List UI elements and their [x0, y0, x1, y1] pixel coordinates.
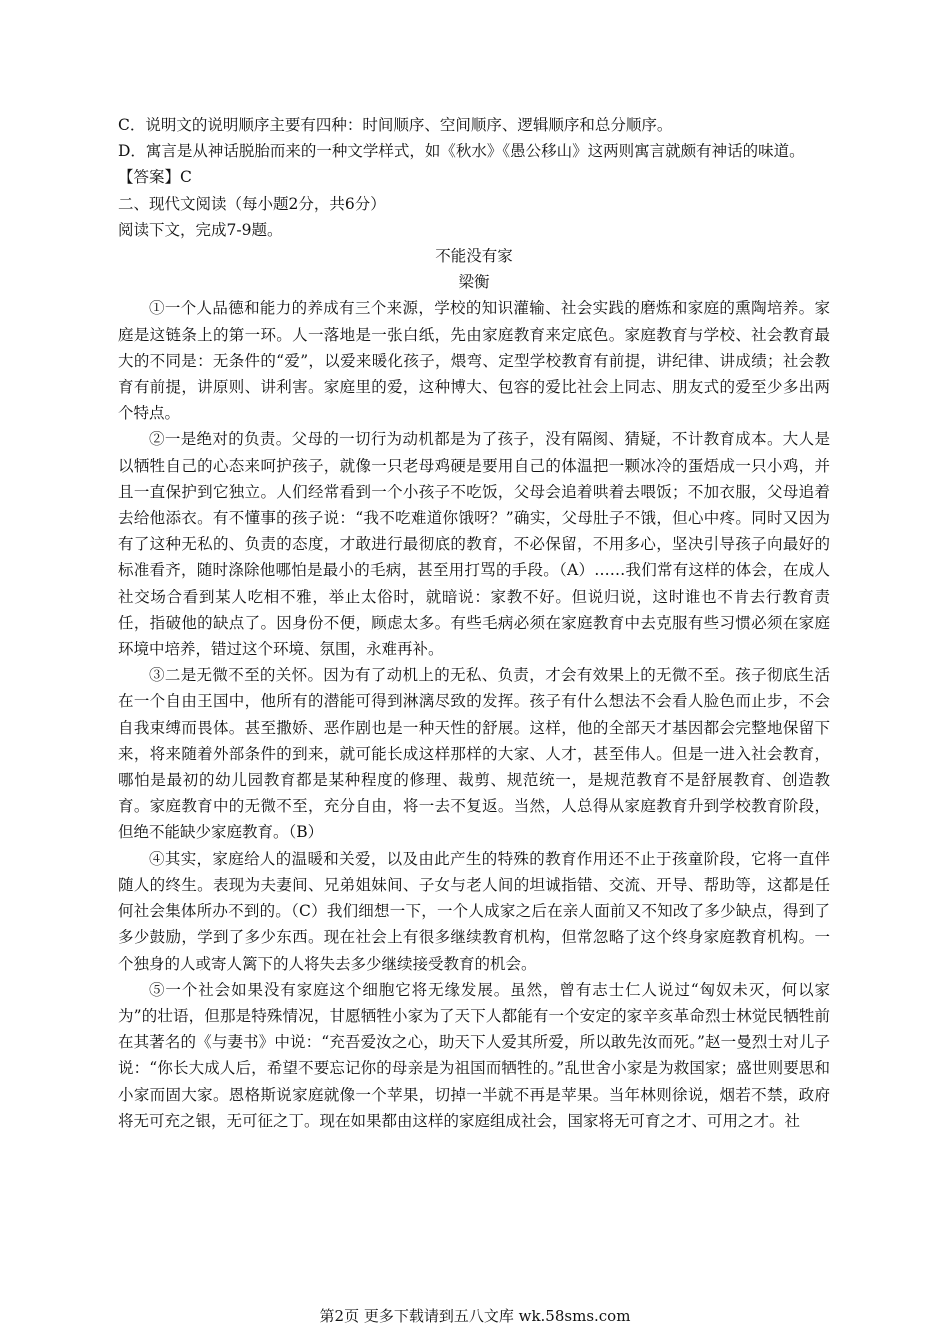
paragraph-5: ⑤一个社会如果没有家庭这个细胞它将无缘发展。虽然，曾有志士仁人说过“匈奴未灭，何以家为”的壮语，但那是特殊情况，甘愿牺牲小家为了天下人都能有一个安定的家辛亥革命烈士林觉民牺牲前在其著名的《与妻书》中说：“充吾爱汝之心，助天下人爱其所爱，所以敢先汝而死。”赵一曼烈士对儿子说：“你长大成人后，希望不要忘记你的母亲是为祖国而牺牲的。”乱世舍小家是为救国家；盛世则要思和小家而固大家。恩格斯说家庭就像一个苹果，切掉一半就不再是苹果。当年林则徐说，烟若不禁，政府将无可充之银，无可征之丁。现在如果都由这样的家庭组成社会，国家将无可育之才、可用之才。社 [118, 980, 830, 1130]
article-title: 不能没有家 [435, 247, 513, 266]
answer: 【答案】C [118, 168, 192, 187]
article-author: 梁衡 [458, 273, 490, 292]
page-footer: 第2页 更多下载请到五八文库 wk.58sms.com [319, 1307, 631, 1325]
document-page [118, 112, 830, 1134]
paragraph-3: ③二是无微不至的关怀。因为有了动机上的无私、负责，才会有效果上的无微不至。孩子彻底生活在一个自由王国中，他所有的潜能可得到淋漓尽致的发挥。孩子有什么想法不会看人脸色而止步，不会自我束缚而畏体。甚至撒娇、恶作剧也是一种天性的舒展。这样，他的全部天才基因都会完整地保留下来，将来随着外部条件的到来，就可能长成这样那样的大家、人才，甚至伟人。但是一进入社会教育，哪怕是最初的幼儿园教育都是某种程度的修理、裁剪、规范统一，是规范教育不是舒展教育、创造教育。家庭教育中的无微不至，充分自由，将一去不复返。当然，人总得从家庭教育升到学校教育阶段，但绝不能缺少家庭教育。（B） [118, 666, 830, 842]
paragraph-4: ④其实，家庭给人的温暖和关爱，以及由此产生的特殊的教育作用还不止于孩童阶段，它将一直伴随人的终生。表现为夫妻间、兄弟姐妹间、子女与老人间的坦诚指错、交流、开导、帮助等，这都是任何社会集体所办不到的。（C）我们细想一下，一个人成家之后在亲人面前又不知改了多少缺点，得到了多少鼓励，学到了多少东西。现在社会上有很多继续教育机构，但常忽略了这个终身家庭教育机构。一个独身的人或寄人篱下的人将失去多少继续接受教育的机会。 [118, 849, 830, 973]
paragraph-1: ①一个人品德和能力的养成有三个来源，学校的知识灌输、社会实践的磨炼和家庭的熏陶培养。家庭是这链条上的第一环。人一落地是一张白纸，先由家庭教育来定底色。家庭教育与学校、社会教育最大的不同是：无条件的“爱”，以爱来暖化孩子，煨弯、定型学校教育有前提，讲纪律、讲成绩；社会教育有前提，讲原则、讲利害。家庭里的爱，这种博大、包容的爱比社会上同志、朋友式的爱至少多出两个特点。 [118, 299, 830, 423]
option-d: D．寓言是从神话脱胎而来的一种文学样式，如《秋水》《愚公移山》这两则寓言就颇有神话的味道。 [118, 142, 805, 161]
option-c: C．说明文的说明顺序主要有四种：时间顺序、空间顺序、逻辑顺序和总分顺序。 [118, 116, 673, 134]
paragraph-2: ②一是绝对的负责。父母的一切行为动机都是为了孩子，没有隔阂、猜疑，不计教育成本。大人是以牺牲自己的心态来呵护孩子，就像一只老母鸡硬是要用自己的体温把一颗冰冷的蛋焐成一只小鸡，并且一直保护到它独立。人们经常看到一个小孩子不吃饭，父母会追着哄着去喂饭；不加衣服，父母追着去给他添衣。有不懂事的孩子说：“我不吃难道你饿呀？”确实，父母肚子不饿，但心中疼。同时又因为有了这种无私的、负责的态度，才敢进行最彻底的教育，不必保留，不用多心，坚决引导孩子向最好的标准看齐，随时涤除他哪怕是最小的毛病，甚至用打骂的手段。（A）……我们常有这样的体会，在成人社交场合看到某人吃相不雅，举止太俗时，就暗说：家教不好。但说归说，这时谁也不肯去行教育责任，指破他的缺点了。因身份不便，顾虑太多。有些毛病必须在家庭教育中去克服有些习惯必须在家庭环境中培养，错过这个环境、氛围，永难再补。 [118, 430, 830, 659]
section-title: 二、现代文阅读（每小题2分，共6分） [118, 194, 386, 213]
section-instruction: 阅读下文，完成7-9题。 [118, 220, 283, 239]
